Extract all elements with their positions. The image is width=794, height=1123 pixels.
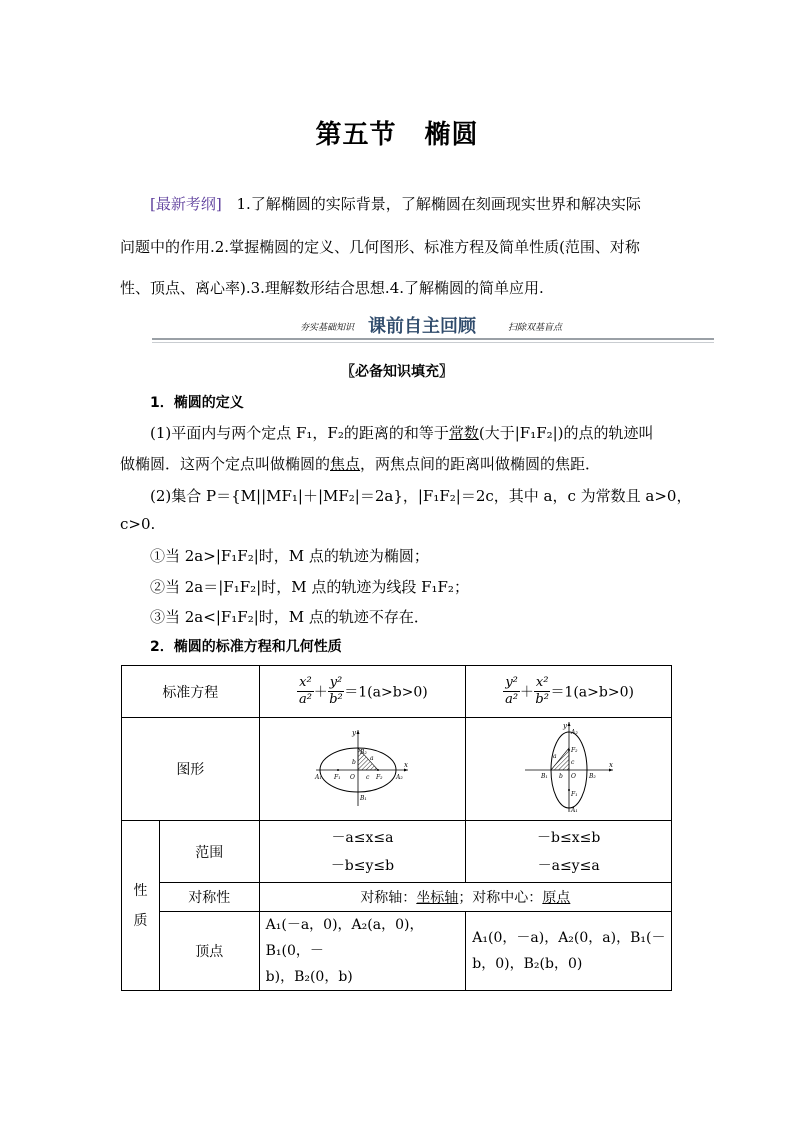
fig2-b-label: b — [558, 773, 563, 780]
vertex-label: 顶点 — [159, 912, 259, 991]
intro-line-1: [最新考纲] 1.了解椭圆的实际背景，了解椭圆在刻画现实世界和解决实际 — [150, 195, 641, 213]
fig1-a2-label: A₂ — [396, 774, 404, 781]
properties-label: 性质 — [122, 821, 160, 991]
fig2-y-label: y — [562, 722, 567, 730]
fig1-f2-label: F₂ — [376, 774, 384, 781]
set-definition-tail: c>0. — [120, 515, 156, 533]
fig1-c-label: c — [366, 774, 370, 781]
intro-line-3: 性、顶点、离心率).3.理解数形结合思想.4.了解椭圆的简单应用. — [120, 279, 544, 297]
definition-line-2: 做椭圆．这两个定点叫做椭圆的焦点，两焦点间的距离叫做椭圆的焦距． — [120, 455, 601, 473]
fig1-y-label: y — [352, 729, 357, 737]
fig2-b1-label: B₁ — [540, 773, 548, 780]
fig1-origin-label: O — [350, 774, 356, 781]
fig1-b1-label: B₁ — [360, 795, 368, 802]
graph-horizontal-cell — [259, 718, 466, 821]
fig1-b-label: b — [352, 759, 357, 766]
page-title: 第五节 椭圆 — [315, 120, 479, 150]
case-2: ②当 2a＝|F₁F₂|时，M 点的轨迹为线段 F₁F₂； — [150, 578, 469, 596]
horizontal-ellipse-figure — [312, 726, 412, 808]
syllabus-tag: [最新考纲] — [150, 195, 222, 213]
section-1-heading: 1．椭圆的定义 — [150, 395, 244, 411]
range-vertical: －b≤x≤b －a≤y≤a — [466, 821, 672, 883]
case-1: ①当 2a>|F₁F₂|时，M 点的轨迹为椭圆； — [150, 547, 429, 565]
fig2-a1-label: A₁ — [570, 807, 578, 814]
vertex-vertical: A₁(0，－a)，A₂(0，a)，B₁(－ b，0)，B₂(b，0) — [466, 912, 672, 991]
case-3: ③当 2a<|F₁F₂|时，M 点的轨迹不存在． — [150, 608, 429, 626]
intro-line-2: 问题中的作用.2.掌握椭圆的定义、几何图形、标准方程及简单性质(范围、对称 — [120, 238, 640, 256]
range-label: 范围 — [159, 821, 259, 883]
std-eq-label: 标准方程 — [122, 666, 260, 718]
definition-line-1: (1)平面内与两个定点 F₁，F₂的距离的和等于常数(大于|F₁F₂|)的点的轨迹叫 — [150, 424, 654, 442]
fig1-x-label: x — [404, 761, 409, 769]
fig1-a1-label: A₁ — [315, 774, 323, 781]
fig2-origin-label: O — [570, 773, 576, 780]
fig2-x-label: x — [608, 761, 613, 769]
fig2-a-label: a — [552, 753, 557, 760]
graph-vertical-cell — [466, 718, 672, 821]
section-banner: 夯实基础知识 课前自主回顾 扫除双基盲点 — [152, 310, 714, 344]
ellipse-properties-table — [121, 665, 672, 991]
fig2-f1-label: F₁ — [570, 791, 578, 798]
fig2-a2-label: A₂ — [570, 729, 578, 736]
knowledge-heading: 〖必备知识填充〗 — [341, 364, 453, 380]
fig1-a-label: a — [370, 755, 375, 762]
symmetry-value: 对称轴：坐标轴；对称中心：原点 — [259, 883, 671, 912]
section-2-heading: 2．椭圆的标准方程和几何性质 — [150, 639, 342, 655]
equation-vertical: $\frac{\text{y²}}{\text{a²}}$ ＋ $\frac{\text{x²}}{\text{b²}}$ ＝1(a>b>0) — [466, 666, 672, 718]
range-horizontal: －a≤x≤a －b≤y≤b — [259, 821, 466, 883]
fig2-c-label: c — [570, 759, 575, 766]
symmetry-label: 对称性 — [159, 883, 259, 912]
fig1-f1-label: F₁ — [334, 774, 342, 781]
graph-label: 图形 — [122, 718, 260, 821]
banner-title: 课前自主回顾 — [368, 316, 476, 337]
fig2-b2-label: B₂ — [588, 773, 596, 780]
set-definition-line: (2)集合 P＝{M||MF₁|＋|MF₂|＝2a}，|F₁F₂|＝2c，其中 a，c 为常数且 a>0， — [150, 487, 692, 505]
vertex-horizontal: A₁(－a，0)，A₂(a，0)，B₁(0，－ b)，B₂(0，b) — [259, 912, 466, 991]
vertical-ellipse-figure — [519, 720, 619, 814]
equation-horizontal: $\frac{\text{x²}}{\text{a²}}$ ＋ $\frac{\text{y²}}{\text{b²}}$ ＝1(a>b>0) — [259, 666, 466, 718]
fig1-b2-label: B₂ — [360, 749, 368, 756]
fig2-f2-label: F₂ — [570, 747, 578, 754]
